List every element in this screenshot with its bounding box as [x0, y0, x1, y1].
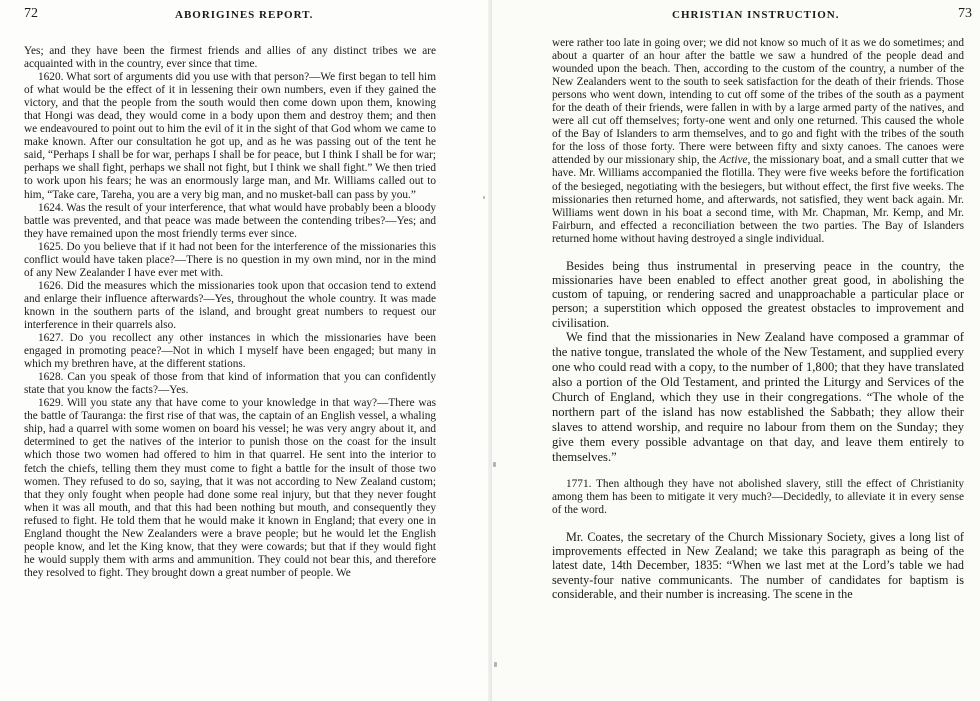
scan-speck: [483, 196, 485, 199]
paragraph: 1626. Did the measures which the missionaries took upon that occasion tend to extend and enlarge their influence afterwards?—Yes, throughout the whole country. It was made known in the southern parts of the island, and brought great numbers to request our interference in their quarrels also.: [24, 279, 436, 331]
paragraph: Mr. Coates, the secretary of the Church Missionary Society, gives a long list of improvements effected in New Zealand; we take this paragraph as being of the latest date, 14th December, 1835: “When we last met at the Lord’s table we had seventy-four native communicants. The number of candidates for baptism is considerable, and their number is increasing. The scene in the: [552, 529, 964, 601]
left-page-number: 72: [24, 6, 38, 21]
paragraph: 1629. Will you state any that have come to your knowledge in that way?—There was the battle of Tauranga: the first rise of that was, the captain of an English vessel, a whaling ship, had a quarrel with some women on board his vessel; he was very angry about it, and determined to get the natives of the interior to punish those on the coast for the insult which those two women had offered to him in that quarrel. He sent into the interior to fetch the chiefs, telling them they must come to fight a battle for the insult of those two women. They refused to do so, saying, that it was not according to New Zealand custom; that they only fought when people had done some real injury, but that they never fought when it was all mouth, and that this had been nothing but mouth, and consequently they refused to fight. He told them that he would make it known in England; that every one in England thought the New Zealanders were a brave people; but he would let the English people know, and let the King know, that they were cowards; but that if they would fight he would supply them with arms and ammunition. They could not bear this, and therefore they resolved to fight. They brought down a great number of people. We: [24, 397, 436, 579]
paragraph: 1624. Was the result of your interference, that what would have probably been a bloody battle was prevented, and that peace was made between the contending tribes?—Yes; and they have remained upon the most friendly terms ever since.: [24, 201, 436, 240]
paragraph: [552, 37, 964, 246]
right-running-head: CHRISTIAN INSTRUCTION.: [672, 9, 840, 21]
paragraph: We find that the missionaries in New Zealand have composed a grammar of the native tongue, translated the whole of the New Testament, and supplied every one who could read with a copy, to the number of 1,800; that they have translated also a portion of the Old Testament, and printed the Liturgy and Services of the Church of England, which they use in their congregations. “The whole of the northern part of the island has now established the Sabbath; they allow their slaves to attend worship, and require no labour from them on the Sunday; they give them every possible advantage on that day, and leave them entirely to themselves.”: [552, 329, 964, 464]
right-page-number: 73: [958, 6, 972, 21]
paragraph: Besides being thus instrumental in preserving peace in the country, the missionaries have been enabled to effect another great good, in abolishing the custom of tapuing, or rendering sacred and unapproachable a particular place or person; a superstition which opposed the greatest obstacles to improvement and civilisation.: [552, 258, 964, 330]
paragraph: 1625. Do you believe that if it had not been for the interference of the missionaries this conflict would have taken place?—There is no question in my own mind, nor in the mind of any New Zealander I have ever met with.: [24, 240, 436, 279]
ship-name: Active: [719, 154, 748, 167]
left-text-column: [24, 45, 436, 580]
paragraph: 1620. What sort of arguments did you use with that person?—We first began to tell him of what would be the effect of it in lessening their own numbers, even if they gained the victory, and that the people from the south would then come down upon them, knowing that Hongi was dead, they would come in a body upon them and destroy them; and then we endeavoured to point out to him the evil of it in the sight of that God whom we came to make known. After our consultation he got up, and as he was passing out of the tent he said, “Perhaps I shall be for war, perhaps I shall be for peace, but I think I shall be for war; perhaps we shall fight, perhaps we shall not fight, but I think we shall fight.” We then tried to work upon his fears; he was an enormously large man, and Mr. Williams called out to him, “Take care, Tareha, you are a very big man, and no musket-ball can pass by you.”: [24, 71, 436, 201]
right-page: [492, 0, 980, 701]
left-running-head: ABORIGINES REPORT.: [175, 9, 314, 21]
paragraph: 1771. Then although they have not abolished slavery, still the effect of Christianity among them has been to mitigate it very much?—Decidedly, to alleviate it in every sense of the word.: [552, 477, 964, 516]
paragraph: 1627. Do you recollect any other instances in which the missionaries have been engaged in promoting peace?—Not in which I myself have been engaged; but many in which my brethren have, at the different stations.: [24, 332, 436, 371]
paragraph: Yes; and they have been the firmest friends and allies of any distinct tribes we are acquainted with in the country, ever since that time.: [24, 45, 436, 71]
paragraph: 1628. Can you speak of those from that kind of information that you can confidently state that you know the facts?—Yes.: [24, 371, 436, 397]
paragraph-text: , the missionary boat, and a small cutter that we have. Mr. Williams accompanied the flotilla. They were five weeks before the fortification of the besieged, negotiating with the besiegers, but without effect, the first five weeks. The missionaries then returned home, and afterwards, not satisfied, they went back again. Mr. Williams went down in his boat a second time, with Mr. Chapman, Mr. Kemp, and Mr. Fairburn, and effected a reconciliation between the two parties. The Bay of Islanders returned home without having destroyed a single individual.: [552, 154, 964, 245]
scan-speck: [493, 462, 496, 467]
right-text-column: [552, 37, 964, 601]
paragraph-text: were rather too late in going over; we did not know so much of it as we do sometimes; and about a quarter of an hour after the battle we saw a hundred of the people dead and wounded upon the beach. Then, according to the custom of the country, a number of the New Zealanders went to the south to seek satisfaction for the death of their friends. Those persons who went down, intending to cut off some of the tribes of the south as a payment for the death of their friends, were fallen in with by a large armed party of the natives, and were all cut off themselves; forty-one went and only one returned. This caused the whole of the Bay of Islanders to arm themselves, and to go and fight with the tribes of the south for the loss of those forty. There were between fifty and sixty canoes. The canoes were attended by our missionary ship, the: [552, 37, 964, 167]
scan-speck: [494, 662, 497, 667]
